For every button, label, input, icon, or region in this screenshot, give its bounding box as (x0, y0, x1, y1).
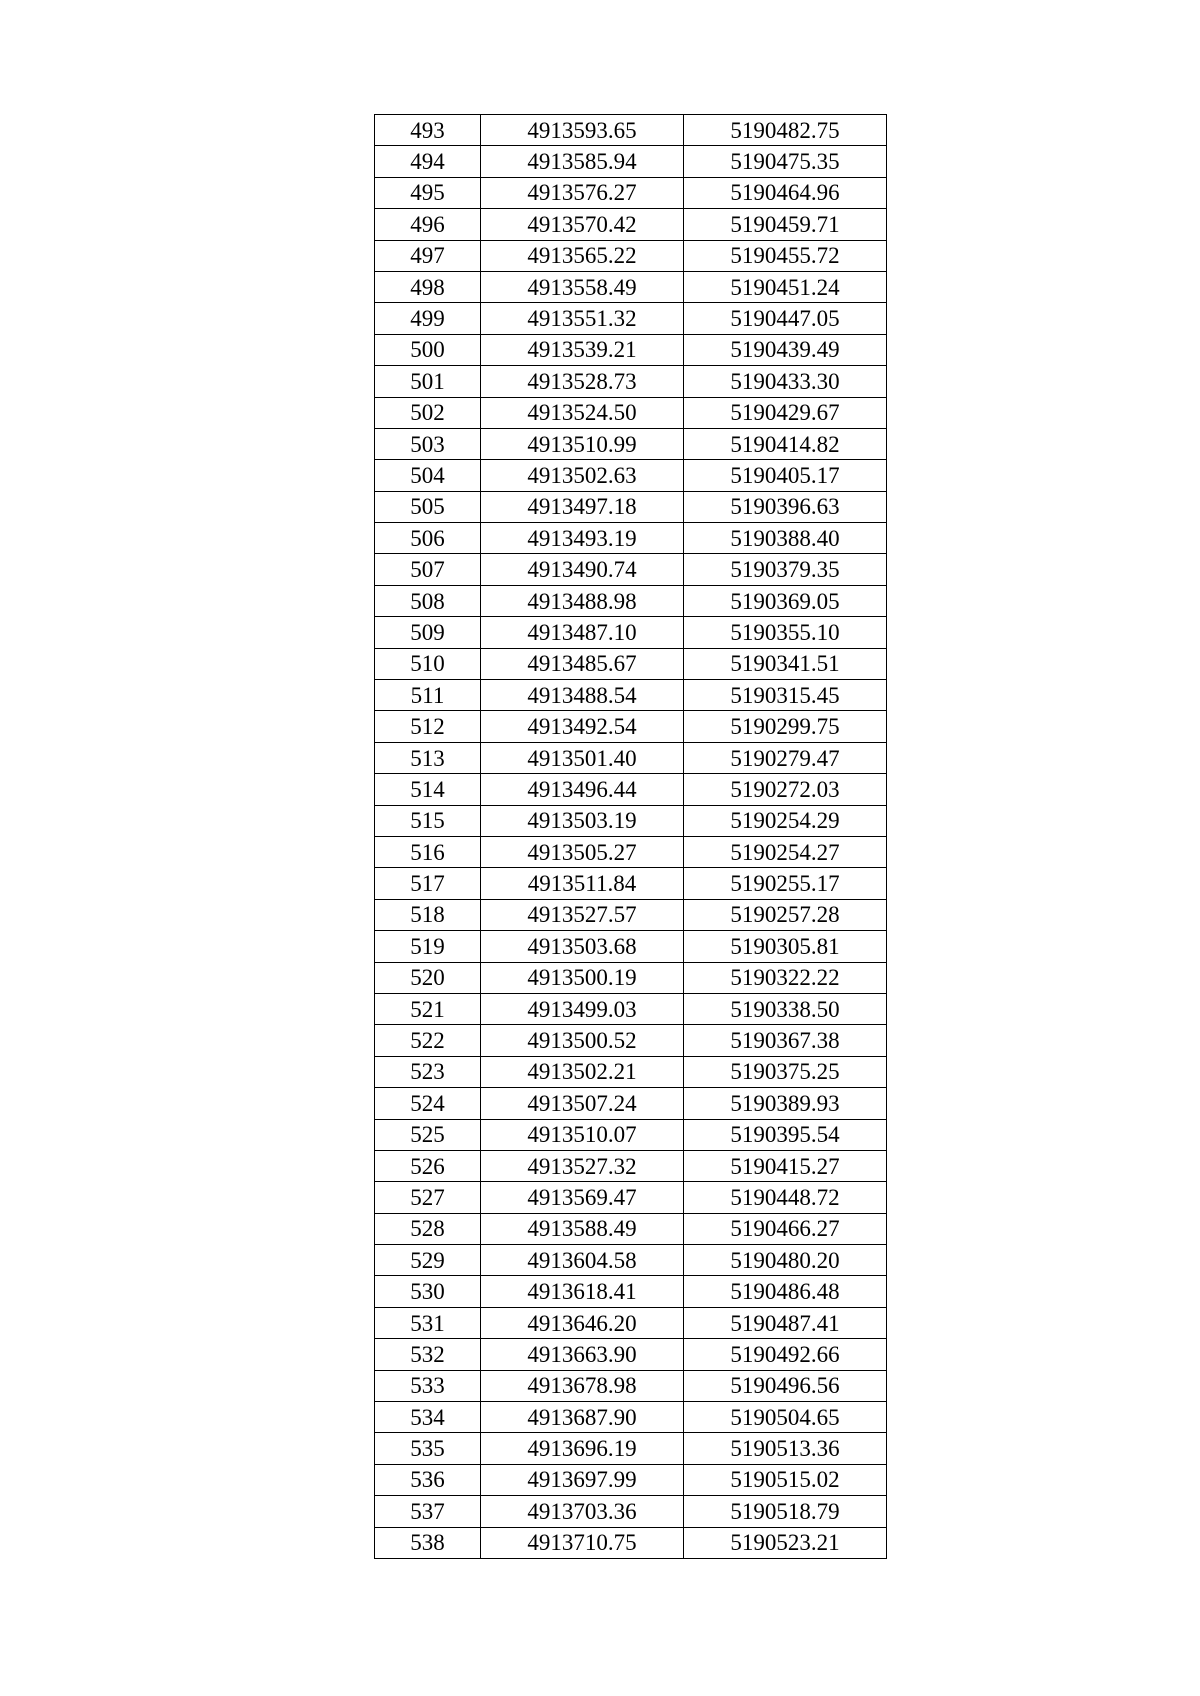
table-row (375, 146, 887, 177)
x-coordinate-cell: 4913510.99 (481, 428, 684, 459)
y-coordinate-cell: 5190415.27 (684, 1150, 887, 1181)
x-coordinate-cell: 4913576.27 (481, 177, 684, 208)
point-number-cell: 512 (375, 711, 481, 742)
y-coordinate-cell: 5190367.38 (684, 1025, 887, 1056)
y-coordinate-cell: 5190486.48 (684, 1276, 887, 1307)
x-coordinate-cell: 4913528.73 (481, 366, 684, 397)
y-coordinate-cell: 5190451.24 (684, 271, 887, 302)
y-coordinate-cell: 5190482.75 (684, 115, 887, 146)
x-coordinate-cell: 4913488.54 (481, 680, 684, 711)
y-coordinate-cell: 5190414.82 (684, 428, 887, 459)
table-row (375, 1276, 887, 1307)
table-row (375, 1433, 887, 1464)
y-coordinate-cell: 5190515.02 (684, 1464, 887, 1495)
x-coordinate-cell: 4913604.58 (481, 1245, 684, 1276)
point-number-cell: 535 (375, 1433, 481, 1464)
x-coordinate-cell: 4913697.99 (481, 1464, 684, 1495)
table-row (375, 680, 887, 711)
point-number-cell: 519 (375, 931, 481, 962)
y-coordinate-cell: 5190513.36 (684, 1433, 887, 1464)
table-row (375, 648, 887, 679)
point-number-cell: 500 (375, 334, 481, 365)
y-coordinate-cell: 5190379.35 (684, 554, 887, 585)
table-row (375, 460, 887, 491)
x-coordinate-cell: 4913485.67 (481, 648, 684, 679)
point-number-cell: 518 (375, 899, 481, 930)
table-row (375, 1527, 887, 1558)
y-coordinate-cell: 5190459.71 (684, 209, 887, 240)
point-number-cell: 493 (375, 115, 481, 146)
table-row (375, 1213, 887, 1244)
table-row (375, 617, 887, 648)
x-coordinate-cell: 4913492.54 (481, 711, 684, 742)
y-coordinate-cell: 5190305.81 (684, 931, 887, 962)
y-coordinate-cell: 5190395.54 (684, 1119, 887, 1150)
table-row (375, 523, 887, 554)
y-coordinate-cell: 5190439.49 (684, 334, 887, 365)
y-coordinate-cell: 5190464.96 (684, 177, 887, 208)
y-coordinate-cell: 5190405.17 (684, 460, 887, 491)
table-row (375, 397, 887, 428)
x-coordinate-cell: 4913511.84 (481, 868, 684, 899)
table-row (375, 1464, 887, 1495)
table-row (375, 868, 887, 899)
point-number-cell: 517 (375, 868, 481, 899)
y-coordinate-cell: 5190455.72 (684, 240, 887, 271)
table-row (375, 805, 887, 836)
y-coordinate-cell: 5190272.03 (684, 774, 887, 805)
y-coordinate-cell: 5190279.47 (684, 742, 887, 773)
x-coordinate-cell: 4913696.19 (481, 1433, 684, 1464)
x-coordinate-cell: 4913527.57 (481, 899, 684, 930)
y-coordinate-cell: 5190355.10 (684, 617, 887, 648)
y-coordinate-cell: 5190389.93 (684, 1088, 887, 1119)
table-row (375, 1307, 887, 1338)
point-number-cell: 528 (375, 1213, 481, 1244)
point-number-cell: 530 (375, 1276, 481, 1307)
y-coordinate-cell: 5190504.65 (684, 1402, 887, 1433)
point-number-cell: 522 (375, 1025, 481, 1056)
table-row (375, 303, 887, 334)
table-row (375, 1056, 887, 1087)
point-number-cell: 537 (375, 1496, 481, 1527)
x-coordinate-cell: 4913500.52 (481, 1025, 684, 1056)
x-coordinate-cell: 4913505.27 (481, 836, 684, 867)
y-coordinate-cell: 5190299.75 (684, 711, 887, 742)
y-coordinate-cell: 5190466.27 (684, 1213, 887, 1244)
x-coordinate-cell: 4913503.68 (481, 931, 684, 962)
point-number-cell: 505 (375, 491, 481, 522)
table-row (375, 585, 887, 616)
x-coordinate-cell: 4913569.47 (481, 1182, 684, 1213)
table-row (375, 115, 887, 146)
point-number-cell: 497 (375, 240, 481, 271)
x-coordinate-cell: 4913507.24 (481, 1088, 684, 1119)
point-number-cell: 523 (375, 1056, 481, 1087)
y-coordinate-cell: 5190523.21 (684, 1527, 887, 1558)
y-coordinate-cell: 5190375.25 (684, 1056, 887, 1087)
point-number-cell: 504 (375, 460, 481, 491)
x-coordinate-cell: 4913646.20 (481, 1307, 684, 1338)
y-coordinate-cell: 5190429.67 (684, 397, 887, 428)
point-number-cell: 496 (375, 209, 481, 240)
coordinate-table (374, 114, 887, 1559)
y-coordinate-cell: 5190338.50 (684, 993, 887, 1024)
point-number-cell: 499 (375, 303, 481, 334)
point-number-cell: 509 (375, 617, 481, 648)
x-coordinate-cell: 4913565.22 (481, 240, 684, 271)
y-coordinate-cell: 5190480.20 (684, 1245, 887, 1276)
x-coordinate-cell: 4913539.21 (481, 334, 684, 365)
table-row (375, 209, 887, 240)
x-coordinate-cell: 4913496.44 (481, 774, 684, 805)
point-number-cell: 536 (375, 1464, 481, 1495)
table-row (375, 177, 887, 208)
x-coordinate-cell: 4913570.42 (481, 209, 684, 240)
table-row (375, 1150, 887, 1181)
x-coordinate-cell: 4913502.63 (481, 460, 684, 491)
table-row (375, 554, 887, 585)
y-coordinate-cell: 5190315.45 (684, 680, 887, 711)
y-coordinate-cell: 5190254.29 (684, 805, 887, 836)
point-number-cell: 513 (375, 742, 481, 773)
x-coordinate-cell: 4913527.32 (481, 1150, 684, 1181)
x-coordinate-cell: 4913585.94 (481, 146, 684, 177)
x-coordinate-cell: 4913558.49 (481, 271, 684, 302)
point-number-cell: 525 (375, 1119, 481, 1150)
table-row (375, 962, 887, 993)
point-number-cell: 506 (375, 523, 481, 554)
table-row (375, 836, 887, 867)
table-row (375, 271, 887, 302)
x-coordinate-cell: 4913593.65 (481, 115, 684, 146)
x-coordinate-cell: 4913488.98 (481, 585, 684, 616)
table-row (375, 774, 887, 805)
x-coordinate-cell: 4913687.90 (481, 1402, 684, 1433)
y-coordinate-cell: 5190447.05 (684, 303, 887, 334)
x-coordinate-cell: 4913618.41 (481, 1276, 684, 1307)
point-number-cell: 516 (375, 836, 481, 867)
table-row (375, 428, 887, 459)
y-coordinate-cell: 5190492.66 (684, 1339, 887, 1370)
point-number-cell: 524 (375, 1088, 481, 1119)
point-number-cell: 532 (375, 1339, 481, 1370)
y-coordinate-cell: 5190433.30 (684, 366, 887, 397)
point-number-cell: 531 (375, 1307, 481, 1338)
y-coordinate-cell: 5190518.79 (684, 1496, 887, 1527)
point-number-cell: 526 (375, 1150, 481, 1181)
table-row (375, 1245, 887, 1276)
point-number-cell: 534 (375, 1402, 481, 1433)
point-number-cell: 533 (375, 1370, 481, 1401)
table-row (375, 931, 887, 962)
table-row (375, 711, 887, 742)
point-number-cell: 502 (375, 397, 481, 428)
x-coordinate-cell: 4913703.36 (481, 1496, 684, 1527)
table-row (375, 1370, 887, 1401)
x-coordinate-cell: 4913502.21 (481, 1056, 684, 1087)
point-number-cell: 527 (375, 1182, 481, 1213)
x-coordinate-cell: 4913551.32 (481, 303, 684, 334)
y-coordinate-cell: 5190341.51 (684, 648, 887, 679)
table-row (375, 491, 887, 522)
y-coordinate-cell: 5190448.72 (684, 1182, 887, 1213)
y-coordinate-cell: 5190255.17 (684, 868, 887, 899)
table-row (375, 366, 887, 397)
y-coordinate-cell: 5190369.05 (684, 585, 887, 616)
point-number-cell: 494 (375, 146, 481, 177)
point-number-cell: 521 (375, 993, 481, 1024)
x-coordinate-cell: 4913487.10 (481, 617, 684, 648)
x-coordinate-cell: 4913503.19 (481, 805, 684, 836)
point-number-cell: 520 (375, 962, 481, 993)
y-coordinate-cell: 5190254.27 (684, 836, 887, 867)
point-number-cell: 498 (375, 271, 481, 302)
x-coordinate-cell: 4913493.19 (481, 523, 684, 554)
x-coordinate-cell: 4913499.03 (481, 993, 684, 1024)
table-row (375, 1182, 887, 1213)
point-number-cell: 495 (375, 177, 481, 208)
table-row (375, 1025, 887, 1056)
x-coordinate-cell: 4913678.98 (481, 1370, 684, 1401)
point-number-cell: 501 (375, 366, 481, 397)
x-coordinate-cell: 4913497.18 (481, 491, 684, 522)
x-coordinate-cell: 4913663.90 (481, 1339, 684, 1370)
table-row (375, 1496, 887, 1527)
y-coordinate-cell: 5190496.56 (684, 1370, 887, 1401)
point-number-cell: 508 (375, 585, 481, 616)
x-coordinate-cell: 4913588.49 (481, 1213, 684, 1244)
table-row (375, 1119, 887, 1150)
table-row (375, 993, 887, 1024)
point-number-cell: 514 (375, 774, 481, 805)
y-coordinate-cell: 5190388.40 (684, 523, 887, 554)
x-coordinate-cell: 4913510.07 (481, 1119, 684, 1150)
point-number-cell: 511 (375, 680, 481, 711)
y-coordinate-cell: 5190322.22 (684, 962, 887, 993)
point-number-cell: 515 (375, 805, 481, 836)
table-row (375, 1402, 887, 1433)
y-coordinate-cell: 5190396.63 (684, 491, 887, 522)
table-row (375, 240, 887, 271)
table-row (375, 334, 887, 365)
table-row (375, 1339, 887, 1370)
table-row (375, 1088, 887, 1119)
x-coordinate-cell: 4913500.19 (481, 962, 684, 993)
y-coordinate-cell: 5190475.35 (684, 146, 887, 177)
x-coordinate-cell: 4913524.50 (481, 397, 684, 428)
y-coordinate-cell: 5190487.41 (684, 1307, 887, 1338)
table-row (375, 742, 887, 773)
point-number-cell: 503 (375, 428, 481, 459)
coordinate-table-body (375, 115, 887, 1559)
y-coordinate-cell: 5190257.28 (684, 899, 887, 930)
x-coordinate-cell: 4913501.40 (481, 742, 684, 773)
x-coordinate-cell: 4913490.74 (481, 554, 684, 585)
table-row (375, 899, 887, 930)
point-number-cell: 507 (375, 554, 481, 585)
point-number-cell: 510 (375, 648, 481, 679)
point-number-cell: 529 (375, 1245, 481, 1276)
point-number-cell: 538 (375, 1527, 481, 1558)
x-coordinate-cell: 4913710.75 (481, 1527, 684, 1558)
